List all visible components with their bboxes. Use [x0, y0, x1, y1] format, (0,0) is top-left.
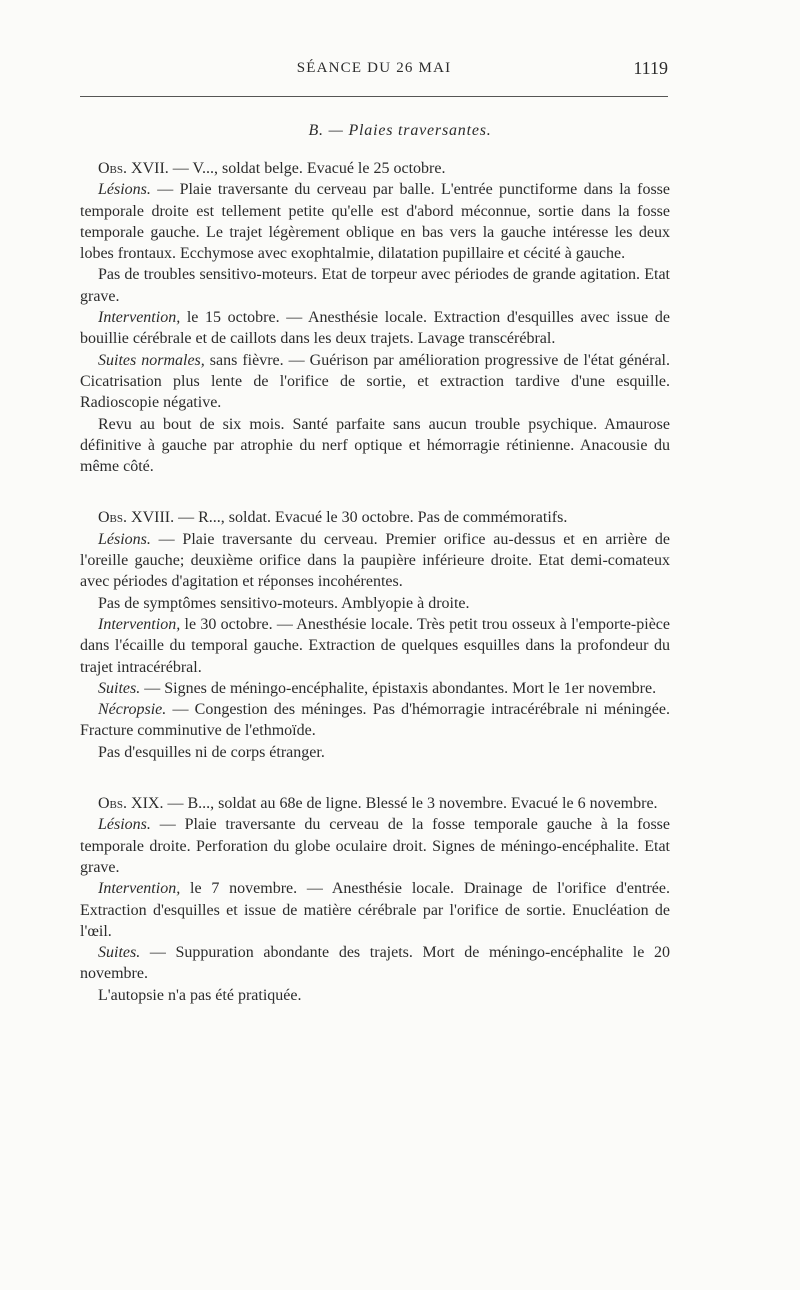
rubric-label: Suites. — [98, 679, 141, 697]
paragraph-text: L'autopsie n'a pas été pratiquée. — [98, 986, 302, 1004]
observation-xvii — [80, 158, 670, 477]
rubric-label: Intervention, — [98, 880, 181, 898]
header-rule — [80, 96, 668, 97]
observation-xix — [80, 793, 670, 1006]
paragraph-text: — Signes de méningo-encéphalite, épistaxis abondantes. Mort le 1er novembre. — [140, 679, 657, 697]
paragraph — [80, 793, 670, 814]
observation-label: Obs. XVII. — [98, 160, 169, 177]
rubric-label: Suites normales, — [98, 351, 205, 369]
body-text — [80, 158, 670, 1036]
rubric-label: Suites. — [98, 944, 141, 962]
rubric-label: Intervention, — [98, 615, 181, 633]
paragraph — [80, 414, 670, 478]
rubric-label: Intervention, — [98, 309, 181, 327]
paragraph-text: le 7 novembre. — Anesthésie locale. Drainage de l'orifice d'entrée. Extraction d'esquilles et issue de matière cérébrale par l'orifice de sortie. Enucléation de l'œil. — [80, 880, 670, 940]
paragraph — [80, 529, 670, 593]
paragraph-text: — Plaie traversante du cerveau par balle. L'entrée punctiforme dans la fosse temporale droite est tellement petite qu'elle est d'abord méconnue, sortie dans la fosse temporale gauche. Le trajet légèrement oblique en bas vers la gauche intéresse les deux lobes frontaux. Ecchymose avec exophtalmie, dilatation pupillaire et cécité à gauche. — [80, 181, 670, 263]
paragraph-text: le 30 octobre. — Anesthésie locale. Très petit trou osseux à l'emporte-pièce dans l'écaille du temporal gauche. Extraction de quelques esquilles dans la profondeur du trajet intracérébral. — [80, 615, 670, 676]
paragraph — [80, 742, 670, 763]
paragraph-text: — Suppuration abondante des trajets. Mort de méningo-encéphalite le 20 novembre. — [80, 944, 670, 983]
page-number: 1119 — [633, 58, 668, 78]
paragraph — [80, 699, 670, 742]
paragraph-text: — V..., soldat belge. Evacué le 25 octobre. — [168, 160, 446, 177]
observation-label: Obs. XIX. — [98, 795, 164, 813]
paragraph — [80, 507, 670, 528]
paragraph — [80, 614, 670, 678]
page-header — [80, 58, 668, 82]
observation-label: Obs. XVIII. — [98, 509, 175, 527]
paragraph-text: Pas d'esquilles ni de corps étranger. — [98, 743, 325, 761]
paragraph-text: le 15 octobre. — Anesthésie locale. Extraction d'esquilles avec issue de bouillie cérébrale et de caillots dans les deux trajets. Lavage transcérébral. — [80, 309, 670, 348]
paragraph — [80, 264, 670, 307]
running-title: SÉANCE DU 26 MAI — [296, 60, 452, 76]
paragraph-text: — Plaie traversante du cerveau de la fosse temporale gauche à la fosse temporale droite. Perforation du globe oculaire droit. Signes de méningo-encéphalite. Etat grave. — [80, 816, 670, 876]
paragraph-text: — R..., soldat. Evacué le 30 octobre. Pas de commémoratifs. — [174, 509, 568, 527]
paragraph-text: — B..., soldat au 68e de ligne. Blessé le 3 novembre. Evacué le 6 novembre. — [163, 795, 658, 813]
paragraph-text: sans fièvre. — Guérison par amélioration progressive de l'état général. Cicatrisation plus lente de l'orifice de sortie, et extraction tardive d'une esquille. Radioscopie négative. — [80, 351, 670, 412]
paragraph — [80, 307, 670, 350]
paragraph — [80, 878, 670, 942]
paragraph-text: Revu au bout de six mois. Santé parfaite sans aucun trouble psychique. Amaurose définitive à gauche par atrophie du nerf optique et hémorragie rétinienne. Anacousie du même côté. — [80, 415, 670, 476]
paragraph-text: Pas de troubles sensitivo-moteurs. Etat de torpeur avec périodes de grande agitation. Etat grave. — [80, 266, 670, 305]
paragraph-text: — Congestion des méninges. Pas d'hémorragie intracérébrale ni méningée. Fracture comminutive de l'ethmoïde. — [80, 701, 670, 740]
paragraph — [80, 593, 670, 614]
paragraph — [80, 158, 670, 179]
paragraph — [80, 942, 670, 985]
rubric-label: Lésions. — [98, 530, 151, 548]
paragraph — [80, 678, 670, 699]
rubric-label: Nécropsie. — [98, 701, 167, 719]
paragraph — [80, 985, 670, 1006]
paragraph-text: — Plaie traversante du cerveau. Premier orifice au-dessus et en arrière de l'oreille gauche; deuxième orifice dans la paupière inférieure droite. Etat demi-comateux avec périodes d'agitation et réponses incohérentes. — [80, 530, 670, 591]
paragraph-text: Pas de symptômes sensitivo-moteurs. Amblyopie à droite. — [98, 594, 470, 612]
rubric-label: Lésions. — [98, 181, 151, 199]
paragraph — [80, 814, 670, 878]
rubric-label: Lésions. — [98, 816, 151, 834]
observation-xviii — [80, 507, 670, 763]
section-title: B. — Plaies traversantes. — [308, 122, 492, 139]
paragraph — [80, 179, 670, 264]
paragraph — [80, 350, 670, 414]
